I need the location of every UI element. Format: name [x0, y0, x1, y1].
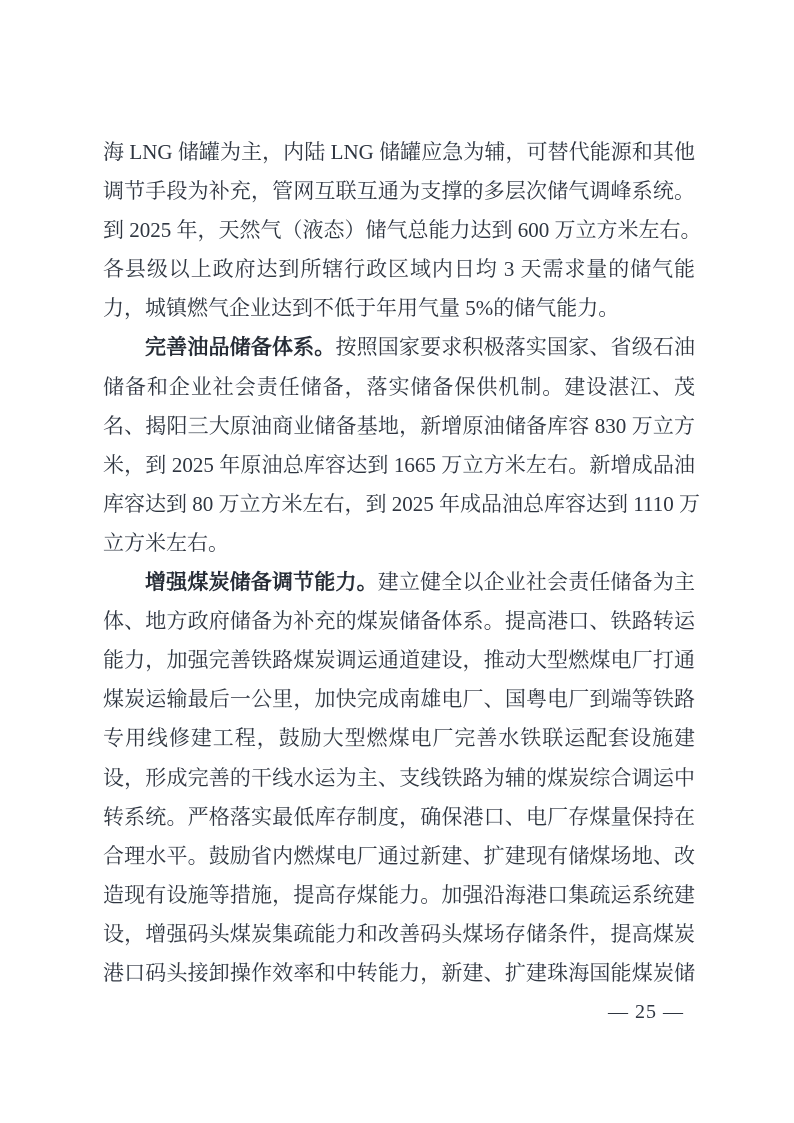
text-line: 专用线修建工程，鼓励大型燃煤电厂完善水铁联运配套设施建 [103, 726, 695, 751]
text-line: 转系统。严格落实最低库存制度，确保港口、电厂存煤量保持在 [103, 804, 695, 829]
text-line: 煤炭运输最后一公里，加快完成南雄电厂、国粤电厂到端等铁路 [103, 687, 695, 712]
text-line: 合理水平。鼓励省内燃煤电厂通过新建、扩建现有储煤场地、改 [103, 843, 695, 868]
paragraph-heading: 增强煤炭储备调节能力。 [145, 570, 378, 595]
text-line: 库容达到 80 万立方米左右，到 2025 年成品油总库容达到 1110 万 [103, 491, 700, 516]
text-line: 造现有设施等措施，提高存煤能力。加强沿海港口集疏运系统建 [103, 882, 695, 907]
paragraph-gas-storage [103, 133, 702, 328]
text-line: 力，城镇燃气企业达到不低于年用气量 5%的储气能力。 [103, 296, 620, 321]
text-line: 港口码头接卸操作效率和中转能力，新建、扩建珠海国能煤炭储 [103, 960, 695, 985]
text-line: 到 2025 年，天然气（液态）储气总能力达到 600 万立方米左右。 [103, 218, 702, 243]
paragraph-lead-rest: 按照国家要求积极落实国家、省级石油 [335, 335, 696, 360]
paragraph-heading: 完善油品储备体系。 [145, 335, 336, 360]
text-line: 海 LNG 储罐为主，内陆 LNG 储罐应急为辅，可替代能源和其他 [103, 140, 695, 164]
paragraph-lead-rest: 建立健全以企业社会责任储备为主 [377, 570, 696, 595]
paragraph-oil-reserve [103, 328, 700, 563]
text-line: 能力，加强完善铁路煤炭调运通道建设，推动大型燃煤电厂打通 [103, 648, 695, 673]
text-line: 储备和企业社会责任储备，落实储备保供机制。建设湛江、茂 [103, 374, 695, 399]
paragraph-coal-reserve [103, 563, 695, 993]
text-line: 体、地方政府储备为补充的煤炭储备体系。提高港口、铁路转运 [103, 609, 695, 634]
text-line [103, 328, 695, 367]
text-line: 各县级以上政府达到所辖行政区域内日均 3 天需求量的储气能 [103, 257, 695, 282]
text-line: 调节手段为补充，管网互联互通为支撑的多层次储气调峰系统。 [103, 179, 695, 204]
text-line: 设，形成完善的干线水运为主、支线铁路为辅的煤炭综合调运中 [103, 765, 695, 790]
text-line: 米，到 2025 年原油总库容达到 1665 万立方米左右。新增成品油 [103, 452, 695, 477]
text-line [103, 563, 695, 602]
text-line: 设，增强码头煤炭集疏能力和改善码头煤场存储条件，提高煤炭 [103, 921, 695, 946]
text-line: 名、揭阳三大原油商业储备基地，新增原油储备库容 830 万立方 [103, 413, 695, 438]
text-line: 立方米左右。 [103, 530, 229, 555]
page-number: — 25 — [608, 1001, 684, 1023]
document-text-block [103, 133, 702, 993]
